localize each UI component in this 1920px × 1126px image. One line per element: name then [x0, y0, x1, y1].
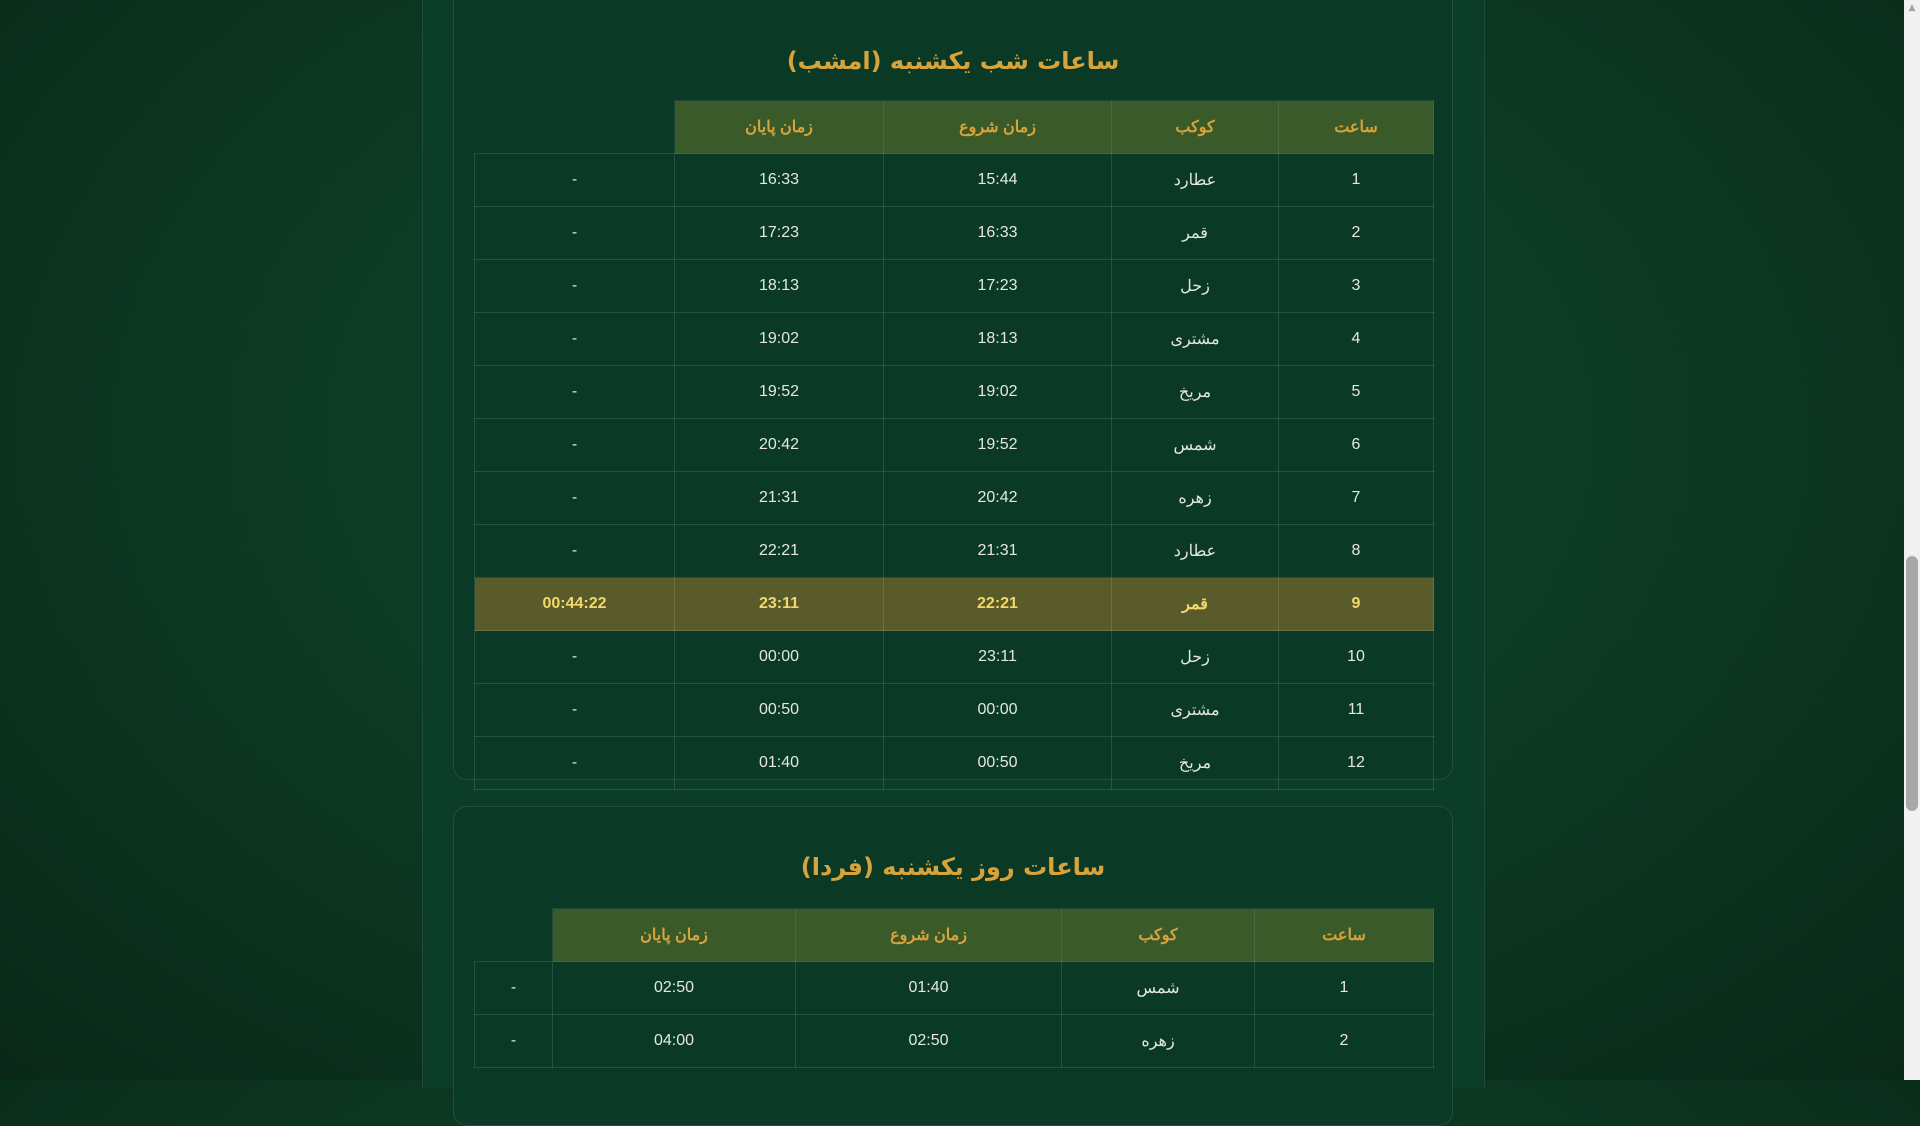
cell-planet: مشتری — [1112, 684, 1279, 737]
cell-hour: 6 — [1279, 419, 1434, 472]
day-hours-title: ساعات روز یکشنبه (فردا) — [800, 853, 1106, 881]
table-row — [475, 962, 1434, 1015]
cell-planet: مریخ — [1112, 737, 1279, 790]
cell-hour: 12 — [1279, 737, 1434, 790]
cell-planet: شمس — [1112, 419, 1279, 472]
table-row — [475, 366, 1434, 419]
table-row — [475, 1015, 1434, 1068]
cell-remaining: - — [475, 684, 675, 737]
cell-hour: 8 — [1279, 525, 1434, 578]
table-row — [475, 419, 1434, 472]
cell-end: 01:40 — [675, 737, 884, 790]
cell-start: 01:40 — [796, 962, 1062, 1015]
table-row — [475, 578, 1434, 631]
cell-hour: 1 — [1255, 962, 1434, 1015]
cell-remaining: - — [475, 366, 675, 419]
day-hours-table — [474, 908, 1434, 1068]
cell-remaining: - — [475, 631, 675, 684]
table-header-row — [475, 101, 1434, 154]
cell-hour: 3 — [1279, 260, 1434, 313]
cell-planet: زحل — [1112, 631, 1279, 684]
cell-hour: 7 — [1279, 472, 1434, 525]
cell-hour: 2 — [1255, 1015, 1434, 1068]
header-remaining — [475, 909, 553, 962]
cell-planet: زهره — [1062, 1015, 1255, 1068]
table-row — [475, 525, 1434, 578]
cell-hour: 5 — [1279, 366, 1434, 419]
cell-end: 02:50 — [553, 962, 796, 1015]
cell-hour: 9 — [1279, 578, 1434, 631]
cell-end: 19:02 — [675, 313, 884, 366]
night-hours-title: ساعات شب یکشنبه (امشب) — [786, 47, 1120, 75]
cell-start: 19:02 — [884, 366, 1112, 419]
cell-start: 18:13 — [884, 313, 1112, 366]
cell-planet: قمر — [1112, 207, 1279, 260]
cell-remaining: - — [475, 525, 675, 578]
cell-start: 19:52 — [884, 419, 1112, 472]
cell-start: 17:23 — [884, 260, 1112, 313]
cell-remaining: - — [475, 962, 553, 1015]
cell-planet: شمس — [1062, 962, 1255, 1015]
cell-start: 00:00 — [884, 684, 1112, 737]
table-row — [475, 313, 1434, 366]
cell-end: 21:31 — [675, 472, 884, 525]
cell-planet: زهره — [1112, 472, 1279, 525]
cell-remaining: - — [475, 260, 675, 313]
header-end: زمان پایان — [553, 909, 796, 962]
table-row — [475, 207, 1434, 260]
cell-end: 16:33 — [675, 154, 884, 207]
table-row — [475, 737, 1434, 790]
night-hours-rows — [475, 154, 1434, 790]
cell-end: 04:00 — [553, 1015, 796, 1068]
table-row — [475, 154, 1434, 207]
cell-start: 21:31 — [884, 525, 1112, 578]
cell-end: 23:11 — [675, 578, 884, 631]
cell-hour: 11 — [1279, 684, 1434, 737]
scrollbar-thumb[interactable] — [1906, 556, 1918, 811]
header-hour: ساعت — [1279, 101, 1434, 154]
table-row — [475, 631, 1434, 684]
cell-remaining: - — [475, 737, 675, 790]
day-hours-card — [453, 806, 1453, 1126]
header-start: زمان شروع — [884, 101, 1112, 154]
cell-start: 20:42 — [884, 472, 1112, 525]
cell-planet: عطارد — [1112, 525, 1279, 578]
header-end: زمان پایان — [675, 101, 884, 154]
cell-end: 19:52 — [675, 366, 884, 419]
cell-start: 00:50 — [884, 737, 1112, 790]
cell-start: 22:21 — [884, 578, 1112, 631]
header-hour: ساعت — [1255, 909, 1434, 962]
cell-planet: عطارد — [1112, 154, 1279, 207]
scrollbar-track[interactable] — [1904, 0, 1920, 1080]
cell-planet: مشتری — [1112, 313, 1279, 366]
content-column — [422, 0, 1485, 1088]
table-header-row — [475, 909, 1434, 962]
cell-hour: 4 — [1279, 313, 1434, 366]
cell-planet: مریخ — [1112, 366, 1279, 419]
cell-end: 20:42 — [675, 419, 884, 472]
night-hours-table — [474, 100, 1434, 790]
cell-remaining: - — [475, 154, 675, 207]
cell-start: 02:50 — [796, 1015, 1062, 1068]
table-row — [475, 260, 1434, 313]
cell-planet: زحل — [1112, 260, 1279, 313]
cell-remaining: - — [475, 313, 675, 366]
cell-remaining: - — [475, 419, 675, 472]
cell-remaining: - — [475, 1015, 553, 1068]
header-planet: کوکب — [1112, 101, 1279, 154]
cell-end: 00:50 — [675, 684, 884, 737]
night-hours-card — [453, 0, 1453, 780]
cell-hour: 1 — [1279, 154, 1434, 207]
cell-end: 22:21 — [675, 525, 884, 578]
scroll-up-arrow-icon[interactable]: ▲ — [1908, 3, 1916, 13]
cell-planet: قمر — [1112, 578, 1279, 631]
cell-hour: 2 — [1279, 207, 1434, 260]
cell-remaining: - — [475, 207, 675, 260]
cell-start: 16:33 — [884, 207, 1112, 260]
cell-end: 00:00 — [675, 631, 884, 684]
cell-remaining: 00:44:22 — [475, 578, 675, 631]
cell-remaining: - — [475, 472, 675, 525]
cell-start: 23:11 — [884, 631, 1112, 684]
header-remaining — [475, 101, 675, 154]
header-planet: کوکب — [1062, 909, 1255, 962]
cell-end: 17:23 — [675, 207, 884, 260]
day-hours-rows — [475, 962, 1434, 1068]
header-start: زمان شروع — [796, 909, 1062, 962]
table-row — [475, 684, 1434, 737]
cell-end: 18:13 — [675, 260, 884, 313]
cell-hour: 10 — [1279, 631, 1434, 684]
table-row — [475, 472, 1434, 525]
cell-start: 15:44 — [884, 154, 1112, 207]
